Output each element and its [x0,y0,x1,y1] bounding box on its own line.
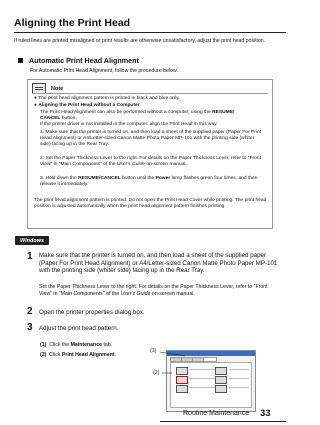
note-sub3-text-c: button until the [120,176,156,181]
footer-section: Routine Maintenance [183,410,250,417]
dialog-line [229,387,249,388]
note-sub3-text-a: 3. Hold down the [40,176,79,181]
step-1-sub-b: on-screen manual. [150,290,195,297]
intro-text: If ruled lines are printed misaligned or print results are otherwise unsatisfactory, adjust the print head position. [14,38,266,44]
substep-1-label: (1) [40,342,47,348]
note-sub2-text-b: on-screen manual. [145,162,187,168]
section-title: Automatic Print Head Alignment [29,56,139,65]
step-3-number: 3 [27,322,33,333]
page-title: Aligning the Print Head [14,17,131,29]
note-b2-text-d: button. [60,115,77,121]
step-2-text: Open the printer properties dialog box. [39,309,145,316]
dialog-button [215,376,227,384]
substep-2 [40,352,116,359]
note-substep-3 [40,176,266,188]
square-bullet-icon [18,58,23,63]
note-b2-text-b: RESUME/ [212,109,235,115]
bullet-dot-icon: ● [34,103,39,108]
step-1-sub-italic: User's Guide [120,290,151,297]
title-rule [14,32,286,33]
note-sub3-bold-2: Power [155,176,171,181]
note-bullet-2-body [40,110,268,129]
page-number: 33 [260,408,271,419]
substep-1 [40,342,112,349]
note-bullet-2-title: Aligning the Print Head without a Computer [38,103,140,108]
callout-1: (1) [150,348,157,354]
substep-2-label: (2) [40,352,47,358]
note-rule [32,93,268,94]
step-1-sub-a: Set the Paper Thickness Lever to the right. For details on the Paper Thickness Lever, refer to "Front View" in "Main Components" of the [39,284,268,297]
dialog-line [229,369,249,370]
note-b2-text-c: CANCEL [40,115,61,121]
note-sub2-italic: User's Guide [116,162,146,168]
note-b2-text-a: The Print Head Alignment can also be performed without a computer, using the [40,109,213,115]
substep-2-text-a: Click [49,352,62,358]
substep-1-text-c: tab. [102,342,113,348]
step-2-number: 2 [27,306,33,317]
step-1-text: Make sure that the printer is turned on, and then load a sheet of the supplied paper (Paper For Print Head Alignment) or A4/Letter-sized Canon Matte Photo Paper MP-101 with the printing side (whiter side) facing up in the Rear Tray. [39,252,278,275]
note-bullet-1 [34,96,268,102]
note-sub3-bold-1: RESUME/CANCEL [78,176,121,181]
bullet-dot-icon: ● [34,96,39,101]
note-bullet-1-text: The print head alignment pattern is printed in black and blue only. [38,96,180,101]
step-3-text: Adjust the print head pattern. [39,325,119,332]
note-substep-2 [40,156,266,168]
substep-2-bold: Print Head Alignment [61,352,115,358]
note-bullet-2 [34,103,268,109]
substep-1-bold: Maintenance [70,342,102,348]
note-b2-text-e: If the printer driver is not installed in the computer, align the Print Head in this way. [40,121,218,127]
dialog-button [176,385,188,393]
substep-1-text-a: Click the [49,342,71,348]
dialog-line [189,378,217,379]
note-sub3-text-e: lamp flashes green four times, and then release it immediately. [40,176,258,188]
section-subtext: For Automatic Print Head Alignment, follow the procedure below. [30,68,178,74]
step-1-number: 1 [27,251,33,262]
callout-leaders [158,348,188,378]
note-substep-1: 1. Make sure that the printer is turned on, and then load a sheet of the supplied paper (Paper For Print Head Alignment) or A4/Letter-sized Canon Matte Photo Paper MP-101 with the printing side (whiter side) facing up in the Rear Tray. [40,130,262,148]
dialog-line [229,378,249,379]
note-sub2-text-a: 2. Set the Paper Thickness Lever to the right. For details on the Paper Thickness Lever, refer to "Front View" in "Main Components" of the [40,156,261,168]
section-heading [18,56,139,65]
note-header-label: Note [51,85,64,92]
step-1-subtext [39,284,279,297]
note-footer: The print head alignment pattern is printed. Do not open the Print Head Cover while printing. The print head position is adjusted automatically when the print head alignment pattern finishes printing. [34,198,267,210]
substep-2-text-c: . [114,352,116,358]
callout-2: (2) [153,370,160,376]
dialog-button [215,385,227,393]
dialog-button [215,367,227,375]
footer-rule [160,421,286,422]
windows-badge: Windows [15,236,49,245]
